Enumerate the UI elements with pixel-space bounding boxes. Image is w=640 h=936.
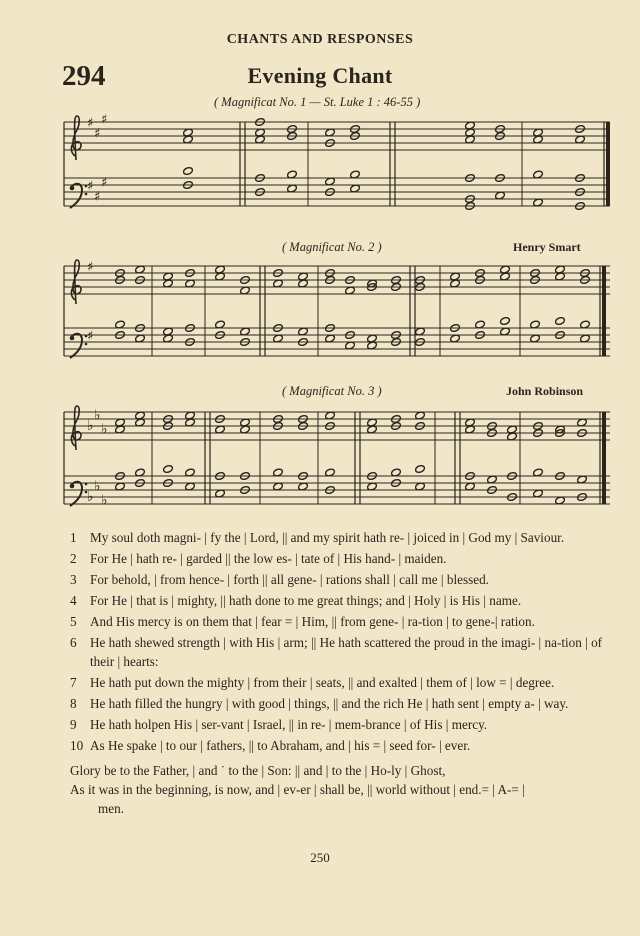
- verse-number: 3: [70, 572, 77, 587]
- flat-icon: ♭: [101, 421, 108, 438]
- verse-10: [70, 736, 618, 755]
- sharp-icon: ♯: [87, 179, 94, 194]
- verse-text: And His mercy is on them that | fear = | Him, || from gene- | ra-tion | to gene-| ration.: [90, 614, 535, 629]
- half-note-head: [163, 465, 174, 474]
- sharp-icon: ♯: [87, 329, 94, 344]
- running-head: CHANTS AND RESPONSES: [226, 32, 414, 47]
- music-system-3: [60, 400, 616, 516]
- verse-text: He hath filled the hungry | with good | things, || and the rich He | hath sent | empty a- | way.: [90, 696, 569, 711]
- sharp-icon: ♯: [94, 189, 101, 205]
- verse-text: For behold, | from hence- | forth || all gene- | rations shall | call me | blessed.: [90, 572, 489, 587]
- half-note-head: [555, 317, 566, 326]
- treble-staff: [64, 113, 610, 161]
- verse-number: 7: [70, 675, 77, 690]
- chant2-composer: Henry Smart: [513, 240, 581, 254]
- treble-staff: [64, 406, 610, 450]
- treble-clef-icon: [71, 406, 81, 450]
- verse-text: For He | hath re- | garded || the low es- | tate of | His hand- | maiden.: [90, 551, 447, 566]
- treble-clef-icon: [71, 116, 81, 160]
- doxology-line-2: As it was in the beginning, is now, and | ev-er | shall be, || world without | end.= | A-= |: [70, 782, 525, 797]
- sharp-icon: ♯: [87, 260, 94, 275]
- bass-clef-dot-icon: [70, 186, 75, 191]
- chant1-source: ( Magnificat No. 1 — St. Luke 1 : 46-55 ): [214, 95, 421, 109]
- bass-clef-dot-icon: [70, 336, 75, 341]
- verse-number: 4: [70, 593, 77, 608]
- half-note-head: [500, 317, 511, 326]
- bass-staff: [64, 465, 610, 509]
- verse-number: 10: [70, 738, 84, 753]
- verse-text: He hath holpen His | ser-vant | Israel, || in re- | mem-brance | of His | mercy.: [90, 717, 488, 732]
- verse-4: [70, 591, 618, 610]
- flat-icon: ♭: [94, 478, 101, 495]
- chant3-composer: John Robinson: [506, 384, 584, 398]
- verse-9: [70, 715, 618, 734]
- verse-text: As He spake | to our | fathers, || to Abraham, and | his = | seed for- | ever.: [90, 738, 471, 753]
- doxology-line-3: men.: [98, 801, 125, 816]
- verse-number: 6: [70, 635, 77, 650]
- verse-text: He hath shewed strength | with His | arm; || He hath scattered the proud in the imagi- | na-tion | of their | hearts:: [90, 635, 603, 669]
- verse-3: [70, 570, 618, 589]
- flat-icon: ♭: [94, 407, 101, 424]
- chant2-source: ( Magnificat No. 2 ): [282, 240, 382, 254]
- verse-text: My soul doth magni- | fy the | Lord, || and my spirit hath re- | joiced in | God my | Saviour.: [90, 530, 565, 545]
- bass-clef-dot-icon: [85, 483, 88, 486]
- verse-number: 5: [70, 614, 77, 629]
- hymn-number: 294: [62, 60, 106, 92]
- verse-text: He hath put down the mighty | from their | seats, || and exalted | them of | low = | degree.: [90, 675, 555, 690]
- half-note-head: [183, 167, 194, 176]
- treble-clef-icon: [71, 260, 81, 304]
- flat-icon: ♭: [101, 492, 108, 509]
- verse-2: [70, 549, 618, 568]
- doxology: [70, 761, 618, 818]
- verse-8: [70, 694, 618, 713]
- flat-icon: ♭: [87, 418, 94, 434]
- flat-icon: ♭: [87, 489, 94, 505]
- verse-5: [70, 612, 618, 631]
- hymn-title: Evening Chant: [247, 63, 393, 88]
- verse-6: [70, 633, 618, 671]
- music-system-1: [60, 112, 616, 224]
- verse-7: [70, 673, 618, 692]
- sharp-icon: ♯: [101, 175, 108, 191]
- half-note-head: [415, 465, 426, 474]
- bass-staff: [64, 167, 610, 211]
- verse-text: For He | that is | mighty, || hath done to me great things; and | Holy | is His | name.: [90, 593, 522, 608]
- sharp-icon: ♯: [87, 116, 94, 131]
- verse-number: 8: [70, 696, 77, 711]
- chant3-source: ( Magnificat No. 3 ): [282, 384, 382, 398]
- verse-number: 9: [70, 717, 77, 732]
- verse-number: 2: [70, 551, 77, 566]
- verse-1: [70, 528, 618, 547]
- verse-list: [70, 528, 618, 818]
- verse-number: 1: [70, 530, 77, 545]
- page-number: 250: [310, 850, 330, 865]
- bass-clef-dot-icon: [70, 484, 75, 489]
- bass-staff: [64, 317, 610, 358]
- sharp-icon: ♯: [101, 112, 108, 128]
- doxology-line-1: Glory be to the Father, | and ˙ to the | Son: || and | to the | Ho-ly | Ghost,: [70, 763, 446, 778]
- music-system-2: [60, 256, 616, 368]
- sharp-icon: ♯: [94, 126, 101, 142]
- treble-staff: [64, 260, 610, 304]
